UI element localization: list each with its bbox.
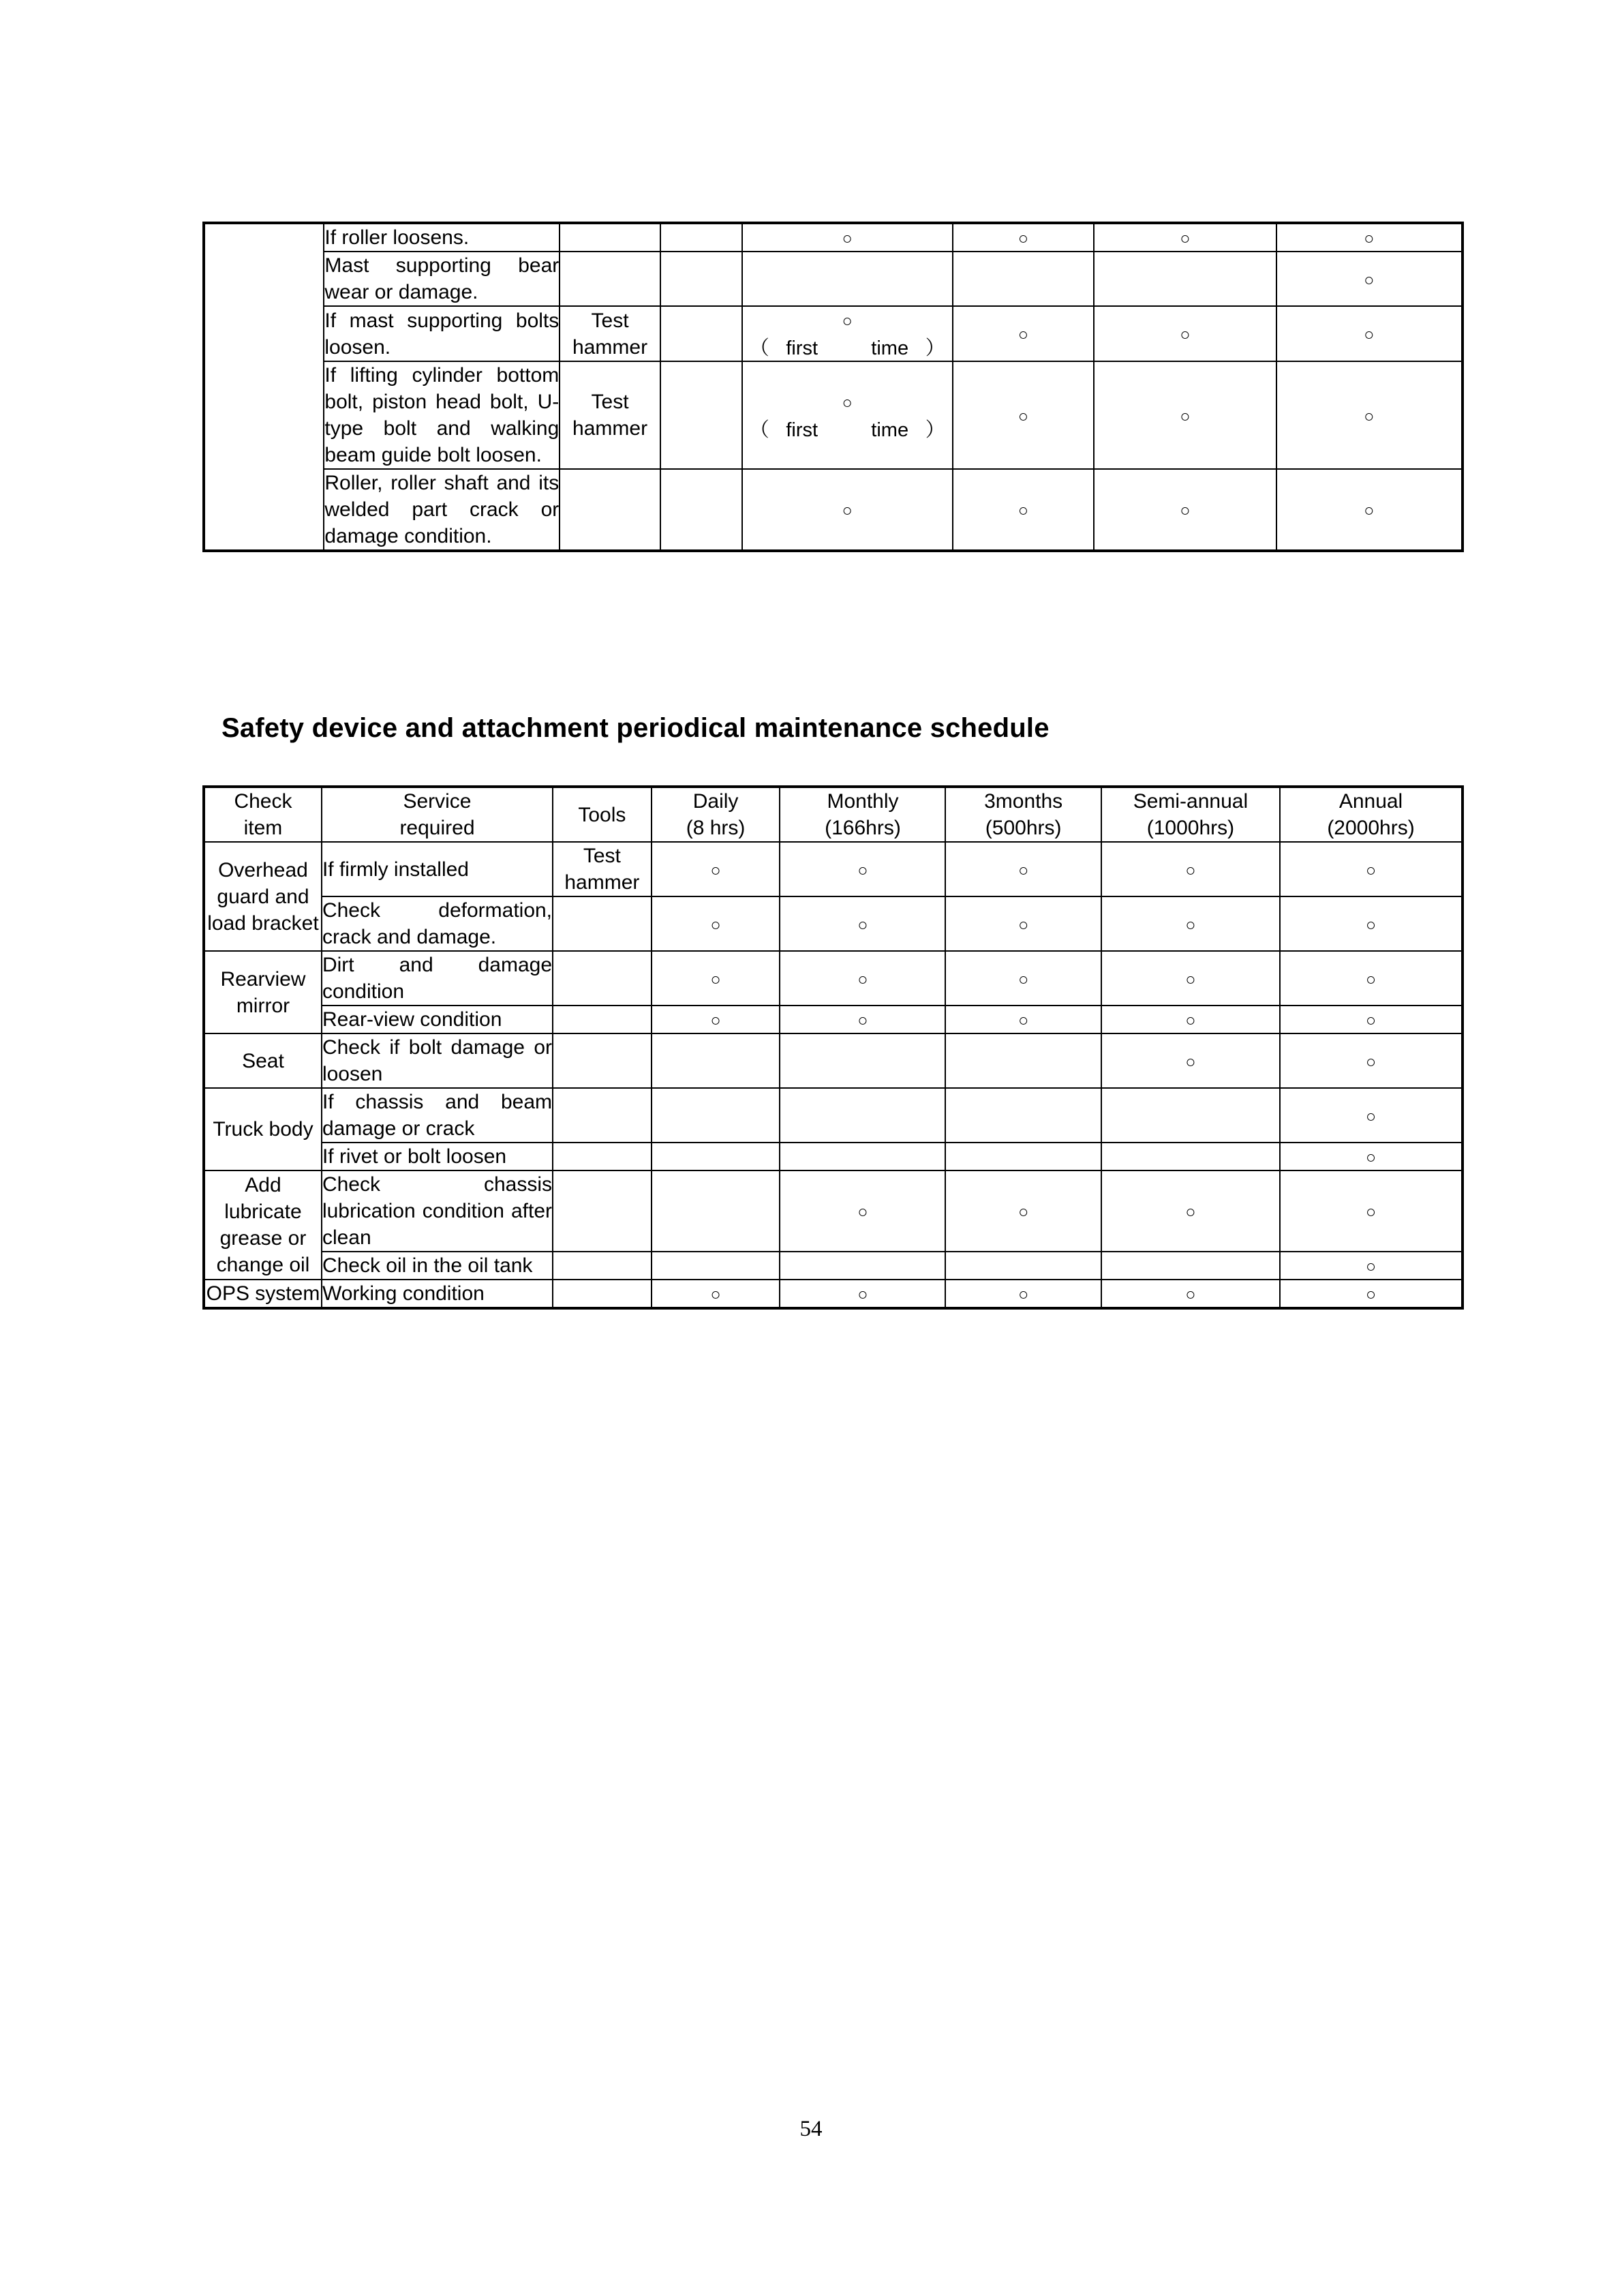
first-time-note: （first time） [749, 337, 945, 359]
check-mark-icon: ○ [857, 1011, 868, 1030]
daily-mark [652, 1088, 780, 1143]
check-mark-icon: ○ [857, 1285, 868, 1304]
annual-mark [1280, 1088, 1463, 1143]
service-description: Dirt and damage condition [322, 951, 553, 1006]
tools-cell [560, 469, 660, 551]
tools-cell [553, 1006, 652, 1033]
tools-cell: Test hammer [560, 306, 660, 361]
check-item-group: Add lubricate grease or change oil [204, 1170, 322, 1280]
column-header-daily [652, 787, 780, 842]
monthly-mark [780, 1252, 945, 1280]
check-item-group: Rearview mirror [204, 951, 322, 1033]
column-header-3months [945, 787, 1101, 842]
three-months-mark [945, 1033, 1101, 1088]
check-mark-icon: ○ [1365, 915, 1377, 935]
daily-mark [652, 896, 780, 951]
tools-cell: Test hammer [553, 842, 652, 896]
three-months-mark [945, 1006, 1101, 1033]
check-mark-icon: ○ [1185, 860, 1196, 880]
table-row [204, 951, 1463, 1006]
check-mark-icon: ○ [1185, 1011, 1196, 1030]
semi-annual-mark [1101, 1006, 1280, 1033]
check-mark-icon: ○ [1364, 325, 1375, 345]
service-description: Check chassis lubrication condition after clean [322, 1170, 553, 1252]
daily-mark [660, 223, 742, 252]
semi-annual-mark [1101, 1143, 1280, 1170]
table-safety [202, 785, 1464, 1310]
semi-annual-mark [1094, 252, 1276, 306]
check-mark-icon: ○ [1018, 969, 1029, 989]
daily-mark [652, 1006, 780, 1033]
check-item-group: Truck body [204, 1088, 322, 1170]
maintenance-table-continued [202, 222, 1464, 552]
tools-cell: Test hammer [560, 361, 660, 469]
semi-annual-mark [1094, 306, 1276, 361]
daily-mark [652, 842, 780, 896]
check-mark-icon: ○ [710, 1285, 721, 1304]
tools-cell [553, 1252, 652, 1280]
monthly-mark [780, 1143, 945, 1170]
semi-annual-mark [1101, 896, 1280, 951]
table-row [204, 842, 1463, 896]
check-mark-icon: ○ [1018, 860, 1029, 880]
annual-mark [1276, 252, 1463, 306]
table-row [204, 1033, 1463, 1088]
semi-annual-mark [1101, 842, 1280, 896]
check-mark-icon: ○ [1365, 1285, 1377, 1304]
check-mark-icon: ○ [1365, 1257, 1377, 1276]
annual-mark [1276, 361, 1463, 469]
check-mark-icon: ○ [1364, 406, 1375, 426]
check-mark-icon: ○ [857, 915, 868, 935]
check-mark-icon: ○ [1017, 229, 1029, 248]
service-description: Roller, roller shaft and its welded part crack or damage condition. [324, 469, 560, 551]
service-description: Check oil in the oil tank [322, 1252, 553, 1280]
monthly-mark [742, 469, 953, 551]
annual-mark [1280, 896, 1463, 951]
annual-mark [1276, 469, 1463, 551]
three-months-mark [953, 223, 1095, 252]
header-line-2: required [399, 817, 475, 839]
semi-annual-mark [1094, 223, 1276, 252]
three-months-mark [945, 842, 1101, 896]
service-description: If lifting cylinder bottom bolt, piston head bolt, U-type bolt and walking beam guide bolt loosen. [324, 361, 560, 469]
check-mark-icon: ○ [1185, 1285, 1196, 1304]
service-description: If chassis and beam damage or crack [322, 1088, 553, 1143]
monthly-mark [780, 896, 945, 951]
semi-annual-mark [1101, 951, 1280, 1006]
service-description: If mast supporting bolts loosen. [324, 306, 560, 361]
check-mark-icon: ○ [1180, 229, 1191, 248]
header-line-2: (2000hrs) [1327, 817, 1415, 839]
annual-mark [1280, 1170, 1463, 1252]
check-mark-icon: ○ [1180, 325, 1191, 345]
annual-mark [1280, 1280, 1463, 1308]
semi-annual-mark [1094, 469, 1276, 551]
daily-mark [652, 1280, 780, 1308]
table-row [204, 1252, 1463, 1280]
safety-maintenance-table [202, 785, 1464, 1310]
table-header-row [204, 787, 1463, 842]
page-number: 54 [799, 2117, 823, 2141]
check-mark-icon: ○ [1365, 1148, 1377, 1167]
check-mark-icon: ○ [1018, 1285, 1029, 1304]
check-mark-icon: ○ [1185, 1052, 1196, 1072]
check-mark-icon: ○ [842, 501, 853, 521]
check-mark-icon: ○ [1365, 860, 1377, 880]
table-row [204, 1006, 1463, 1033]
tools-cell [553, 1170, 652, 1252]
three-months-mark [945, 1170, 1101, 1252]
header-line-1: Check [234, 790, 292, 813]
check-item-group: Seat [204, 1033, 322, 1088]
check-item-group: Overhead guard and load bracket [204, 842, 322, 951]
service-description: If roller loosens. [324, 223, 560, 252]
check-mark-icon: ○ [1185, 969, 1196, 989]
header-line-1: Service [403, 790, 472, 813]
three-months-mark [945, 1280, 1101, 1308]
table-row [204, 896, 1463, 951]
check-mark-icon: ○ [710, 860, 721, 880]
tools-cell [553, 951, 652, 1006]
check-mark-icon: ○ [1365, 1106, 1377, 1126]
column-header-tools [553, 787, 652, 842]
check-mark-icon: ○ [842, 312, 853, 331]
table-row [204, 252, 1463, 306]
check-mark-icon: ○ [1365, 1052, 1377, 1072]
header-line-2: (166hrs) [825, 817, 901, 839]
check-mark-icon: ○ [1365, 969, 1377, 989]
tools-cell [560, 223, 660, 252]
semi-annual-mark [1101, 1088, 1280, 1143]
semi-annual-mark [1101, 1280, 1280, 1308]
tools-cell [553, 896, 652, 951]
header-line-1: Monthly [827, 790, 899, 813]
three-months-mark [945, 1088, 1101, 1143]
annual-mark [1280, 951, 1463, 1006]
column-header-semi-annual [1101, 787, 1280, 842]
service-description: Working condition [322, 1280, 553, 1308]
check-mark-icon: ○ [1185, 1203, 1196, 1222]
three-months-mark [953, 252, 1095, 306]
tools-cell [553, 1033, 652, 1088]
monthly-mark [780, 1170, 945, 1252]
service-description: Rear-view condition [322, 1006, 553, 1033]
three-months-mark [945, 951, 1101, 1006]
check-mark-icon: ○ [1364, 229, 1375, 248]
check-mark-icon: ○ [1365, 1203, 1377, 1222]
header-line-2: (8 hrs) [686, 817, 746, 839]
table-row [204, 1088, 1463, 1143]
check-mark-icon: ○ [842, 229, 853, 248]
check-mark-icon: ○ [842, 393, 853, 412]
header-line-2: item [243, 817, 283, 839]
check-mark-icon: ○ [1017, 406, 1029, 426]
table-row [204, 469, 1463, 551]
monthly-mark [780, 1088, 945, 1143]
monthly-mark [742, 252, 953, 306]
column-header-check-item [204, 787, 322, 842]
check-mark-icon: ○ [1364, 501, 1375, 521]
semi-annual-mark [1094, 361, 1276, 469]
check-mark-icon: ○ [710, 969, 721, 989]
three-months-mark [945, 896, 1101, 951]
daily-mark [660, 469, 742, 551]
check-mark-icon: ○ [1180, 406, 1191, 426]
check-mark-icon: ○ [1185, 915, 1196, 935]
check-mark-icon: ○ [710, 915, 721, 935]
tools-cell [560, 252, 660, 306]
semi-annual-mark [1101, 1170, 1280, 1252]
check-mark-icon: ○ [1018, 1203, 1029, 1222]
check-mark-icon: ○ [1018, 1011, 1029, 1030]
table-row [204, 306, 1463, 361]
column-header-service-required [322, 787, 553, 842]
check-mark-icon: ○ [1017, 325, 1029, 345]
monthly-mark [742, 223, 953, 252]
monthly-mark [780, 842, 945, 896]
semi-annual-mark [1101, 1252, 1280, 1280]
table-row [204, 361, 1463, 469]
monthly-mark [742, 306, 953, 361]
daily-mark [652, 1143, 780, 1170]
annual-mark [1276, 223, 1463, 252]
annual-mark [1280, 1006, 1463, 1033]
monthly-mark [780, 951, 945, 1006]
first-time-note: （first time） [749, 419, 945, 441]
semi-annual-mark [1101, 1033, 1280, 1088]
daily-mark [660, 361, 742, 469]
check-mark-icon: ○ [1365, 1011, 1377, 1030]
check-mark-icon: ○ [857, 860, 868, 880]
group-cell-empty [204, 223, 324, 551]
column-header-annual [1280, 787, 1463, 842]
daily-mark [652, 951, 780, 1006]
service-description: Check if bolt damage or loosen [322, 1033, 553, 1088]
table-row [204, 223, 1463, 252]
three-months-mark [945, 1143, 1101, 1170]
table-top [202, 222, 1464, 552]
service-description: If rivet or bolt loosen [322, 1143, 553, 1170]
daily-mark [660, 252, 742, 306]
three-months-mark [953, 361, 1095, 469]
three-months-mark [953, 469, 1095, 551]
tools-cell [553, 1088, 652, 1143]
check-mark-icon: ○ [857, 969, 868, 989]
monthly-mark [780, 1280, 945, 1308]
daily-mark [652, 1033, 780, 1088]
header-line-1: Semi-annual [1133, 790, 1249, 813]
header-line-2: (500hrs) [985, 817, 1062, 839]
annual-mark [1280, 842, 1463, 896]
table-row [204, 1280, 1463, 1308]
service-description: Mast supporting bear wear or damage. [324, 252, 560, 306]
annual-mark [1280, 1033, 1463, 1088]
check-item-group: OPS system [204, 1280, 322, 1308]
check-mark-icon: ○ [1364, 270, 1375, 290]
header-line-1: Daily [692, 790, 739, 813]
daily-mark [652, 1252, 780, 1280]
table-row [204, 1170, 1463, 1252]
header-line-1: Annual [1338, 790, 1403, 813]
monthly-mark [780, 1033, 945, 1088]
daily-mark [652, 1170, 780, 1252]
header-line-1: 3months [984, 790, 1063, 813]
check-mark-icon: ○ [857, 1203, 868, 1222]
column-header-monthly [780, 787, 945, 842]
check-mark-icon: ○ [710, 1011, 721, 1030]
check-mark-icon: ○ [1018, 915, 1029, 935]
check-mark-icon: ○ [1017, 501, 1029, 521]
monthly-mark [780, 1006, 945, 1033]
header-line-1: Tools [578, 803, 626, 826]
annual-mark [1280, 1143, 1463, 1170]
header-line-2: (1000hrs) [1146, 817, 1235, 839]
section-heading: Safety device and attachment periodical maintenance schedule [221, 713, 1050, 743]
tools-cell [553, 1143, 652, 1170]
annual-mark [1280, 1252, 1463, 1280]
service-description: If firmly installed [322, 842, 553, 896]
three-months-mark [953, 306, 1095, 361]
monthly-mark [742, 361, 953, 469]
three-months-mark [945, 1252, 1101, 1280]
service-description: Check deformation, crack and damage. [322, 896, 553, 951]
daily-mark [660, 306, 742, 361]
annual-mark [1276, 306, 1463, 361]
tools-cell [553, 1280, 652, 1308]
table-row [204, 1143, 1463, 1170]
check-mark-icon: ○ [1180, 501, 1191, 521]
